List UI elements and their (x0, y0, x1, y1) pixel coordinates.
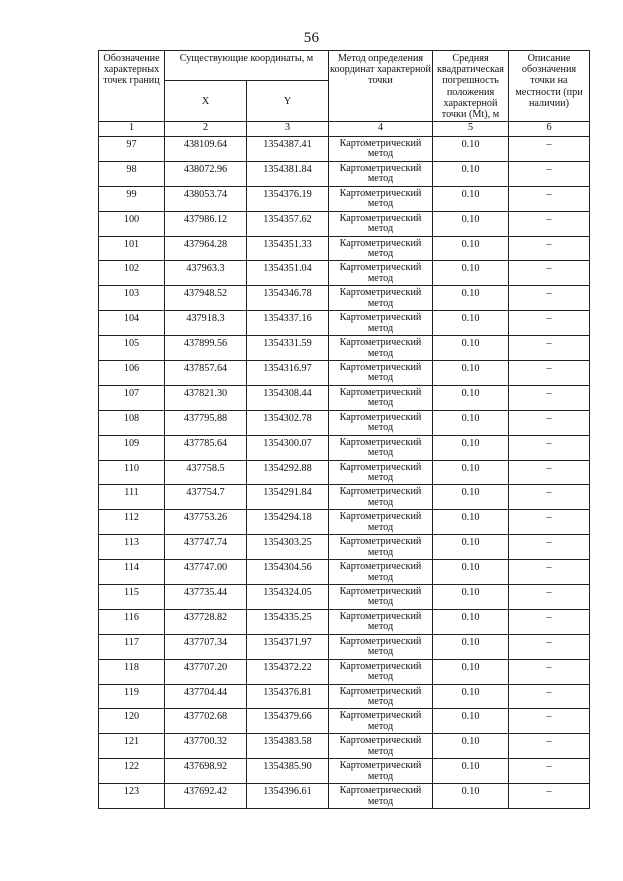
method-cell: Картометрический метод (329, 186, 433, 211)
y-coordinate-cell: 1354308.44 (247, 385, 329, 410)
accuracy-cell: 0.10 (433, 709, 509, 734)
table-row (99, 759, 590, 784)
y-coordinate-cell: 1354357.62 (247, 211, 329, 236)
accuracy-cell: 0.10 (433, 261, 509, 286)
y-coordinate-cell: 1354371.97 (247, 634, 329, 659)
point-cell: 119 (99, 684, 165, 709)
description-cell: – (509, 286, 590, 311)
description-cell: – (509, 211, 590, 236)
accuracy-cell: 0.10 (433, 634, 509, 659)
description-cell: – (509, 734, 590, 759)
description-cell: – (509, 659, 590, 684)
table-row (99, 709, 590, 734)
accuracy-cell: 0.10 (433, 659, 509, 684)
x-coordinate-cell: 437785.64 (165, 435, 247, 460)
header-point-label: Обозначение характерных точек границ (99, 51, 165, 122)
y-coordinate-cell: 1354316.97 (247, 361, 329, 386)
header-row-top (99, 51, 590, 81)
y-coordinate-cell: 1354385.90 (247, 759, 329, 784)
accuracy-cell: 0.10 (433, 410, 509, 435)
y-coordinate-cell: 1354372.22 (247, 659, 329, 684)
column-number: 5 (433, 122, 509, 137)
table-row (99, 286, 590, 311)
description-cell: – (509, 186, 590, 211)
table-row (99, 510, 590, 535)
y-coordinate-cell: 1354331.59 (247, 336, 329, 361)
x-coordinate-cell: 437948.52 (165, 286, 247, 311)
column-number: 4 (329, 122, 433, 137)
point-cell: 111 (99, 485, 165, 510)
description-cell: – (509, 684, 590, 709)
y-coordinate-cell: 1354303.25 (247, 535, 329, 560)
accuracy-cell: 0.10 (433, 759, 509, 784)
y-coordinate-cell: 1354292.88 (247, 460, 329, 485)
description-cell: – (509, 585, 590, 610)
method-cell: Картометрический метод (329, 211, 433, 236)
y-coordinate-cell: 1354337.16 (247, 311, 329, 336)
table-row (99, 336, 590, 361)
accuracy-cell: 0.10 (433, 510, 509, 535)
accuracy-cell: 0.10 (433, 784, 509, 809)
y-coordinate-cell: 1354381.84 (247, 161, 329, 186)
table-row (99, 311, 590, 336)
table-header (99, 51, 590, 137)
table-row (99, 659, 590, 684)
x-coordinate-cell: 437692.42 (165, 784, 247, 809)
point-cell: 114 (99, 560, 165, 585)
point-cell: 102 (99, 261, 165, 286)
x-coordinate-cell: 437986.12 (165, 211, 247, 236)
method-cell: Картометрический метод (329, 460, 433, 485)
description-cell: – (509, 634, 590, 659)
accuracy-cell: 0.10 (433, 485, 509, 510)
description-cell: – (509, 410, 590, 435)
point-cell: 108 (99, 410, 165, 435)
y-coordinate-cell: 1354383.58 (247, 734, 329, 759)
method-cell: Картометрический метод (329, 311, 433, 336)
accuracy-cell: 0.10 (433, 609, 509, 634)
description-cell: – (509, 609, 590, 634)
point-cell: 100 (99, 211, 165, 236)
accuracy-cell: 0.10 (433, 286, 509, 311)
point-cell: 121 (99, 734, 165, 759)
point-cell: 99 (99, 186, 165, 211)
y-coordinate-cell: 1354300.07 (247, 435, 329, 460)
header-x: X (165, 81, 247, 122)
method-cell: Картометрический метод (329, 759, 433, 784)
column-number: 6 (509, 122, 590, 137)
table-row (99, 385, 590, 410)
method-cell: Картометрический метод (329, 336, 433, 361)
x-coordinate-cell: 437857.64 (165, 361, 247, 386)
table-row (99, 609, 590, 634)
accuracy-cell: 0.10 (433, 560, 509, 585)
method-cell: Картометрический метод (329, 510, 433, 535)
accuracy-cell: 0.10 (433, 236, 509, 261)
point-cell: 112 (99, 510, 165, 535)
y-coordinate-cell: 1354387.41 (247, 137, 329, 162)
accuracy-cell: 0.10 (433, 585, 509, 610)
point-cell: 113 (99, 535, 165, 560)
point-cell: 107 (99, 385, 165, 410)
y-coordinate-cell: 1354396.61 (247, 784, 329, 809)
x-coordinate-cell: 438109.64 (165, 137, 247, 162)
description-cell: – (509, 137, 590, 162)
header-method: Метод определения координат характерной точки (329, 51, 433, 122)
x-coordinate-cell: 437821.30 (165, 385, 247, 410)
x-coordinate-cell: 437963.3 (165, 261, 247, 286)
table-row (99, 585, 590, 610)
method-cell: Картометрический метод (329, 684, 433, 709)
method-cell: Картометрический метод (329, 609, 433, 634)
x-coordinate-cell: 437702.68 (165, 709, 247, 734)
point-cell: 115 (99, 585, 165, 610)
table-row (99, 684, 590, 709)
point-cell: 106 (99, 361, 165, 386)
point-cell: 104 (99, 311, 165, 336)
point-cell: 118 (99, 659, 165, 684)
column-number: 2 (165, 122, 247, 137)
x-coordinate-cell: 437698.92 (165, 759, 247, 784)
header-y: Y (247, 81, 329, 122)
description-cell: – (509, 460, 590, 485)
point-cell: 97 (99, 137, 165, 162)
method-cell: Картометрический метод (329, 236, 433, 261)
table-row (99, 560, 590, 585)
method-cell: Картометрический метод (329, 560, 433, 585)
point-cell: 123 (99, 784, 165, 809)
description-cell: – (509, 510, 590, 535)
header-description: Описание обозначения точки на местности (при наличии) (509, 51, 590, 122)
header-accuracy: Средняя квадратическая погрешность положения характерной точки (Mt), м (433, 51, 509, 122)
table-body (99, 137, 590, 809)
table-row (99, 410, 590, 435)
description-cell: – (509, 385, 590, 410)
y-coordinate-cell: 1354376.19 (247, 186, 329, 211)
description-cell: – (509, 784, 590, 809)
y-coordinate-cell: 1354379.66 (247, 709, 329, 734)
method-cell: Картометрический метод (329, 709, 433, 734)
x-coordinate-cell: 437753.26 (165, 510, 247, 535)
accuracy-cell: 0.10 (433, 435, 509, 460)
x-coordinate-cell: 437899.56 (165, 336, 247, 361)
method-cell: Картометрический метод (329, 659, 433, 684)
x-coordinate-cell: 437754.7 (165, 485, 247, 510)
method-cell: Картометрический метод (329, 361, 433, 386)
y-coordinate-cell: 1354291.84 (247, 485, 329, 510)
x-coordinate-cell: 437728.82 (165, 609, 247, 634)
table-row (99, 435, 590, 460)
description-cell: – (509, 485, 590, 510)
x-coordinate-cell: 437795.88 (165, 410, 247, 435)
table-row (99, 784, 590, 809)
table-row (99, 485, 590, 510)
table-row (99, 236, 590, 261)
table-row (99, 161, 590, 186)
point-cell: 116 (99, 609, 165, 634)
accuracy-cell: 0.10 (433, 535, 509, 560)
column-number: 1 (99, 122, 165, 137)
x-coordinate-cell: 437735.44 (165, 585, 247, 610)
description-cell: – (509, 535, 590, 560)
y-coordinate-cell: 1354346.78 (247, 286, 329, 311)
table-row (99, 734, 590, 759)
accuracy-cell: 0.10 (433, 460, 509, 485)
x-coordinate-cell: 437700.32 (165, 734, 247, 759)
accuracy-cell: 0.10 (433, 734, 509, 759)
x-coordinate-cell: 437747.74 (165, 535, 247, 560)
page-number: 56 (303, 30, 320, 46)
point-cell: 110 (99, 460, 165, 485)
y-coordinate-cell: 1354351.04 (247, 261, 329, 286)
accuracy-cell: 0.10 (433, 161, 509, 186)
x-coordinate-cell: 437747.00 (165, 560, 247, 585)
accuracy-cell: 0.10 (433, 311, 509, 336)
y-coordinate-cell: 1354376.81 (247, 684, 329, 709)
column-number: 3 (247, 122, 329, 137)
description-cell: – (509, 336, 590, 361)
point-cell: 98 (99, 161, 165, 186)
x-coordinate-cell: 437704.44 (165, 684, 247, 709)
table-row (99, 361, 590, 386)
description-cell: – (509, 560, 590, 585)
point-cell: 105 (99, 336, 165, 361)
method-cell: Картометрический метод (329, 137, 433, 162)
method-cell: Картометрический метод (329, 784, 433, 809)
point-cell: 101 (99, 236, 165, 261)
method-cell: Картометрический метод (329, 734, 433, 759)
description-cell: – (509, 435, 590, 460)
boundary-points-table (98, 50, 590, 809)
point-cell: 122 (99, 759, 165, 784)
method-cell: Картометрический метод (329, 485, 433, 510)
x-coordinate-cell: 438072.96 (165, 161, 247, 186)
description-cell: – (509, 236, 590, 261)
table-row (99, 261, 590, 286)
accuracy-cell: 0.10 (433, 684, 509, 709)
description-cell: – (509, 361, 590, 386)
description-cell: – (509, 261, 590, 286)
method-cell: Картометрический метод (329, 161, 433, 186)
table-row (99, 535, 590, 560)
accuracy-cell: 0.10 (433, 336, 509, 361)
method-cell: Картометрический метод (329, 585, 433, 610)
table-row (99, 186, 590, 211)
method-cell: Картометрический метод (329, 535, 433, 560)
accuracy-cell: 0.10 (433, 137, 509, 162)
table-row (99, 634, 590, 659)
header-coordinates-group: Существующие координаты, м (165, 51, 329, 81)
description-cell: – (509, 161, 590, 186)
y-coordinate-cell: 1354302.78 (247, 410, 329, 435)
y-coordinate-cell: 1354351.33 (247, 236, 329, 261)
y-coordinate-cell: 1354324.05 (247, 585, 329, 610)
method-cell: Картометрический метод (329, 385, 433, 410)
table-row (99, 211, 590, 236)
y-coordinate-cell: 1354294.18 (247, 510, 329, 535)
accuracy-cell: 0.10 (433, 211, 509, 236)
point-cell: 117 (99, 634, 165, 659)
description-cell: – (509, 709, 590, 734)
description-cell: – (509, 311, 590, 336)
description-cell: – (509, 759, 590, 784)
accuracy-cell: 0.10 (433, 186, 509, 211)
accuracy-cell: 0.10 (433, 361, 509, 386)
x-coordinate-cell: 437707.34 (165, 634, 247, 659)
method-cell: Картометрический метод (329, 634, 433, 659)
method-cell: Картометрический метод (329, 261, 433, 286)
table-row (99, 137, 590, 162)
x-coordinate-cell: 437707.20 (165, 659, 247, 684)
point-cell: 120 (99, 709, 165, 734)
table-row (99, 460, 590, 485)
x-coordinate-cell: 437758.5 (165, 460, 247, 485)
method-cell: Картометрический метод (329, 410, 433, 435)
x-coordinate-cell: 437918.3 (165, 311, 247, 336)
header-column-numbers (99, 122, 590, 137)
y-coordinate-cell: 1354335.25 (247, 609, 329, 634)
method-cell: Картометрический метод (329, 286, 433, 311)
y-coordinate-cell: 1354304.56 (247, 560, 329, 585)
method-cell: Картометрический метод (329, 435, 433, 460)
x-coordinate-cell: 438053.74 (165, 186, 247, 211)
accuracy-cell: 0.10 (433, 385, 509, 410)
point-cell: 109 (99, 435, 165, 460)
x-coordinate-cell: 437964.28 (165, 236, 247, 261)
point-cell: 103 (99, 286, 165, 311)
